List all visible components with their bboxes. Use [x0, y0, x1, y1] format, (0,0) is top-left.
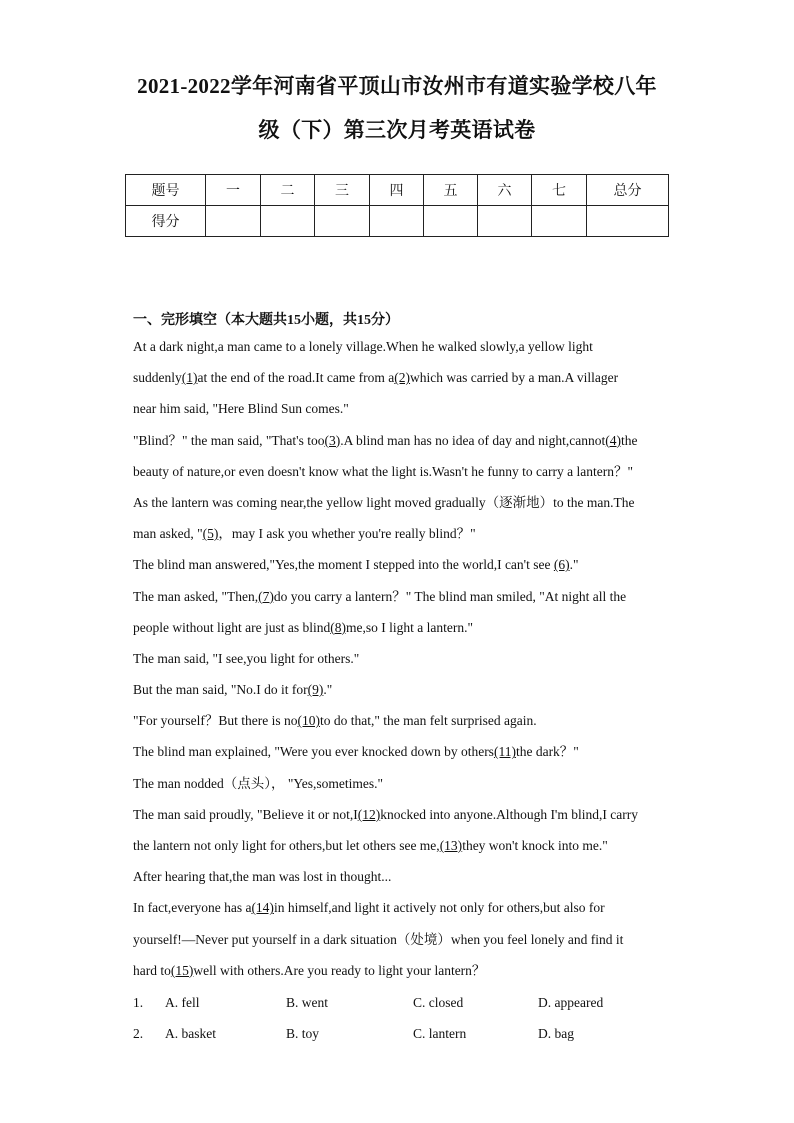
passage-text: the dark？"	[515, 744, 579, 760]
score-cell[interactable]	[532, 206, 587, 237]
passage-text: At a dark night,a man came to a lonely village.When he walked slowly,a yellow light	[133, 339, 593, 354]
passage-text: The man nodded（点头）， "Yes,sometimes."	[133, 775, 384, 791]
passage-line	[133, 336, 673, 367]
blank-marker[interactable]: (7)	[258, 588, 274, 604]
score-cell[interactable]	[587, 206, 669, 237]
exam-title-line2: 级（下）第三次月考英语试卷	[258, 118, 536, 142]
passage-text: to do that," the man felt surprised again.	[320, 713, 537, 729]
passage-text: "Blind？" the man said, "That's too	[133, 432, 325, 448]
blank-marker[interactable]: (6)	[553, 557, 570, 573]
passage-line	[133, 773, 673, 804]
passage-text: well with others.Are you ready to light your lantern？	[193, 962, 486, 978]
passage-text: the	[621, 432, 638, 448]
passage-text: As the lantern was coming near,the yellow light moved gradually（逐渐地）to the man.The	[133, 494, 635, 510]
header-cell: 三	[315, 175, 370, 206]
passage-text: In fact,everyone has a	[133, 900, 252, 916]
question-options	[133, 992, 673, 1054]
exam-title-line1: 2021-2022学年河南省平顶山市汝州市有道实验学校八年	[137, 74, 657, 98]
passage-text: "For yourself？But there is no	[133, 713, 298, 729]
cloze-passage	[133, 336, 673, 991]
passage-text: .A blind man has no idea of day and night,cannot	[340, 432, 606, 448]
blank-marker[interactable]: (3)	[324, 432, 341, 448]
blank-marker[interactable]: (4)	[605, 432, 622, 448]
passage-text: suddenly	[133, 370, 182, 386]
passage-text: hard to	[133, 962, 171, 978]
score-table-header-row	[126, 175, 669, 206]
passage-line	[133, 741, 673, 772]
passage-text: The man said proudly, "Believe it or not,I	[133, 806, 358, 822]
passage-text: man asked, "	[133, 526, 203, 542]
passage-line	[133, 929, 673, 960]
passage-line	[133, 866, 673, 897]
header-cell: 总分	[587, 175, 669, 206]
score-cell[interactable]	[315, 206, 370, 237]
score-cell[interactable]	[478, 206, 532, 237]
header-cell: 七	[532, 175, 587, 206]
header-cell: 题号	[126, 175, 206, 206]
option-a[interactable]: A. basket	[165, 1026, 216, 1041]
score-cell[interactable]	[261, 206, 315, 237]
option-d[interactable]: D. bag	[538, 1026, 574, 1041]
passage-line	[133, 554, 673, 585]
question-number: 2.	[133, 1026, 144, 1041]
passage-text: But the man said, "No.I do it for	[133, 682, 308, 698]
blank-marker[interactable]: (2)	[394, 370, 411, 386]
passage-line	[133, 679, 673, 710]
passage-text: people without light are just as blind	[133, 619, 331, 635]
header-cell: 四	[370, 175, 424, 206]
passage-text: which was carried by a man.A villager	[410, 370, 619, 386]
passage-text: The blind man explained, "Were you ever knocked down by others	[133, 744, 494, 760]
passage-text: ."	[323, 682, 333, 698]
passage-line	[133, 804, 673, 835]
question-row	[133, 1023, 673, 1054]
passage-text: they won't knock into me."	[462, 838, 608, 853]
option-d[interactable]: D. appeared	[538, 995, 604, 1010]
passage-line	[133, 960, 673, 991]
passage-text: yourself!—Never put yourself in a dark situation（处境）when you feel lonely and find it	[133, 931, 624, 947]
passage-line	[133, 367, 673, 398]
passage-text: The man said, "I see,you light for others."	[133, 650, 360, 666]
score-table-score-row	[126, 206, 669, 237]
score-cell[interactable]	[370, 206, 424, 237]
question-number: 1.	[133, 995, 144, 1010]
header-cell: 二	[261, 175, 315, 206]
blank-marker[interactable]: (11)	[493, 744, 516, 760]
blank-marker[interactable]: (5)	[202, 526, 219, 542]
passage-line	[133, 586, 673, 617]
passage-line	[133, 398, 673, 429]
header-cell: 六	[478, 175, 532, 206]
passage-line	[133, 492, 673, 523]
score-cell[interactable]	[206, 206, 261, 237]
blank-marker[interactable]: (1)	[181, 370, 198, 386]
passage-text: The blind man answered,"Yes,the moment I stepped into the world,I can't see	[133, 557, 554, 573]
passage-line	[133, 461, 673, 492]
passage-line	[133, 523, 673, 554]
passage-line	[133, 897, 673, 928]
option-b[interactable]: B. went	[286, 995, 328, 1010]
passage-line	[133, 617, 673, 648]
passage-text: ，may I ask you whether you're really blind？"	[218, 526, 476, 542]
passage-text: near him said, "Here Blind Sun comes."	[133, 401, 349, 417]
passage-text: in himself,and light it actively not only for others,but also for	[273, 900, 605, 916]
passage-line	[133, 835, 673, 866]
blank-marker[interactable]: (9)	[307, 682, 324, 698]
score-cell[interactable]	[424, 206, 478, 237]
passage-text: me,so I light a lantern."	[345, 619, 473, 635]
passage-text: ."	[569, 557, 579, 573]
score-table	[125, 174, 669, 237]
passage-text: After hearing that,the man was lost in thought...	[133, 869, 392, 885]
blank-marker[interactable]: (10)	[297, 713, 320, 729]
passage-line	[133, 710, 673, 741]
option-b[interactable]: B. toy	[286, 1026, 320, 1041]
passage-text: knocked into anyone.Although I'm blind,I carry	[380, 806, 638, 822]
section-heading: 一、完形填空（本大题共15小题，共15分）	[133, 313, 399, 328]
blank-marker[interactable]: (13)	[439, 838, 463, 853]
passage-text: do you carry a lantern？" The blind man smiled, "At night all the	[273, 588, 627, 604]
passage-text: the lantern not only light for others,but let others see me,	[133, 838, 440, 853]
passage-text: at the end of the road.It came from a	[197, 370, 395, 386]
blank-marker[interactable]: (15)	[170, 962, 194, 978]
option-c[interactable]: C. lantern	[413, 1026, 467, 1041]
option-c[interactable]: C. closed	[413, 995, 464, 1010]
blank-marker[interactable]: (14)	[251, 900, 274, 916]
passage-text: The man asked, "Then,	[133, 588, 259, 604]
score-row-label: 得分	[126, 206, 206, 237]
passage-text: beauty of nature,or even doesn't know what the light is.Wasn't he funny to carry a lantern？"	[133, 463, 634, 479]
header-cell: 五	[424, 175, 478, 206]
option-a[interactable]: A. fell	[165, 995, 200, 1010]
blank-marker[interactable]: (8)	[330, 619, 346, 635]
blank-marker[interactable]: (12)	[357, 806, 381, 822]
header-cell: 一	[206, 175, 261, 206]
passage-line	[133, 648, 673, 679]
question-row	[133, 992, 673, 1023]
passage-line	[133, 430, 673, 461]
